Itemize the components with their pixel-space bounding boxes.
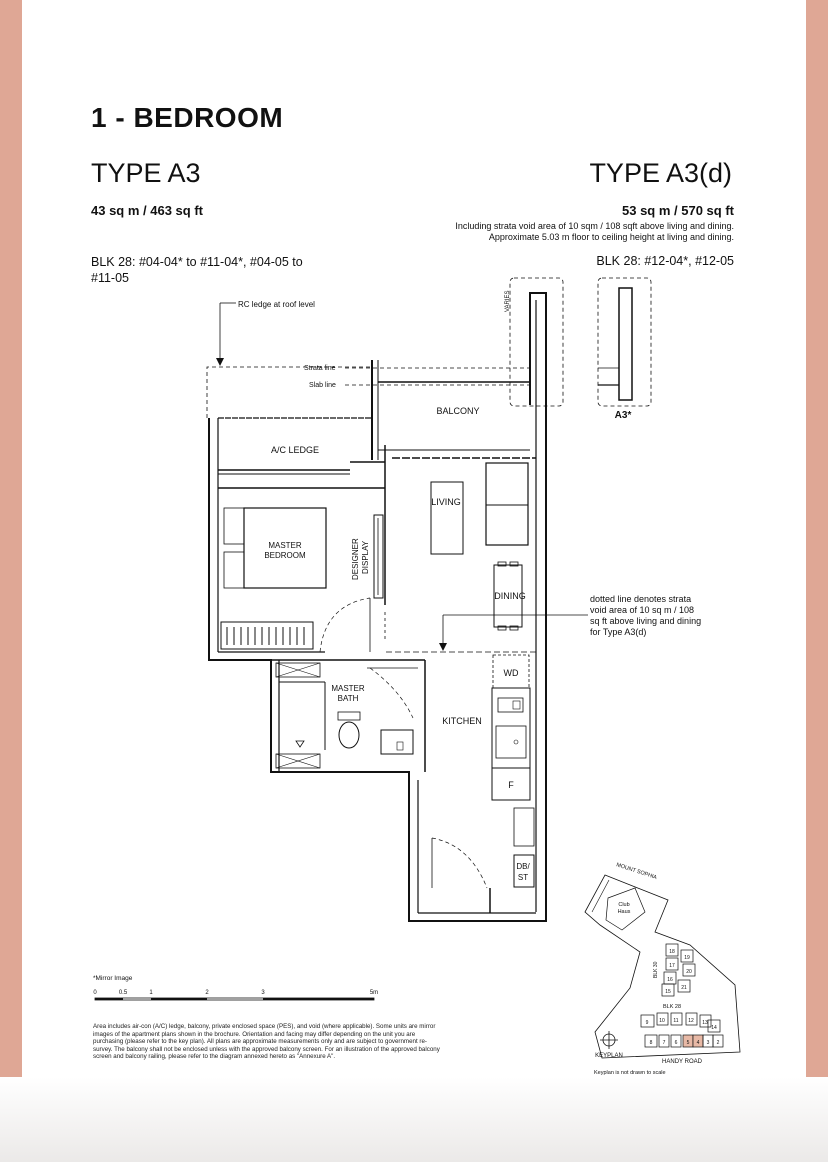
keyplan-unit-11: 11 bbox=[673, 1018, 679, 1024]
scale-bar bbox=[93, 990, 378, 1000]
fridge-label: F bbox=[508, 780, 514, 790]
ac-ledge bbox=[218, 445, 350, 474]
a3-inset-label: A3* bbox=[614, 410, 632, 421]
kitchen bbox=[432, 655, 534, 913]
type-a3-area: 43 sq m / 463 sq ft bbox=[91, 203, 203, 218]
keyplan-unit-15: 15 bbox=[665, 989, 671, 995]
master-bath bbox=[271, 660, 425, 772]
type-a3-blocks: BLK 28: #04-04* to #11-04*, #04-05 to #11-05 bbox=[91, 255, 303, 285]
balcony-label: BALCONY bbox=[436, 406, 480, 416]
scale-05: 0.5 bbox=[118, 990, 128, 996]
balcony-area bbox=[218, 360, 530, 460]
keyplan-unit-14: 14 bbox=[711, 1025, 717, 1031]
note-line-1: Including strata void area of 10 sqm / 108 sqft above living and dining. bbox=[455, 221, 734, 231]
callout-line-2: void area of 10 sq m / 108 bbox=[590, 605, 695, 615]
keyplan-unit-17: 17 bbox=[669, 963, 675, 969]
keyplan-unit-6: 6 bbox=[674, 1040, 678, 1046]
varies-dashed-box bbox=[505, 278, 563, 406]
a3-inset bbox=[598, 278, 651, 421]
keyplan-unit-4: 4 bbox=[696, 1040, 700, 1046]
keyplan-club-2: Haus bbox=[617, 909, 631, 915]
keyplan bbox=[585, 862, 740, 1076]
strata-callout bbox=[439, 594, 701, 651]
keyplan-unit-2: 2 bbox=[716, 1040, 720, 1046]
slab-line-label: Slab line bbox=[309, 382, 336, 389]
strata-line-label: Strata line bbox=[304, 365, 336, 372]
callout-line-1: dotted line denotes strata bbox=[590, 594, 692, 604]
keyplan-note: Keyplan is not drawn to scale bbox=[594, 1070, 666, 1076]
mirror-note: *Mirror Image bbox=[93, 975, 133, 982]
keyplan-blk30: BLK 30 bbox=[653, 961, 659, 978]
keyplan-club-1: Club bbox=[618, 902, 630, 908]
master-bath-label-1: MASTER bbox=[331, 684, 365, 693]
dbst-label-1: DB/ bbox=[516, 862, 530, 871]
keyplan-unit-8: 8 bbox=[649, 1040, 653, 1046]
keyplan-road-top: MOUNT SOPHIA bbox=[615, 862, 658, 882]
keyplan-unit-16: 16 bbox=[667, 977, 673, 983]
dining-label: DINING bbox=[494, 591, 526, 601]
keyplan-blk28: BLK 28 bbox=[662, 1004, 682, 1010]
keyplan-unit-9: 9 bbox=[645, 1020, 649, 1026]
keyplan-unit-19: 19 bbox=[684, 955, 690, 961]
scale-1: 1 bbox=[149, 990, 153, 996]
keyplan-unit-18: 18 bbox=[669, 949, 675, 955]
living-label: LIVING bbox=[431, 497, 461, 507]
kitchen-label: KITCHEN bbox=[442, 716, 482, 726]
scale-3: 3 bbox=[261, 990, 265, 996]
living-dining bbox=[386, 458, 536, 652]
keyplan-unit-12: 12 bbox=[688, 1018, 694, 1024]
page-heading: 1 - BEDROOM bbox=[91, 102, 284, 133]
wd-label: WD bbox=[503, 668, 519, 678]
master-bedroom-label-2: BEDROOM bbox=[264, 551, 306, 560]
keyplan-unit-13: 13 bbox=[702, 1020, 708, 1026]
master-bedroom-label-1: MASTER bbox=[268, 541, 302, 550]
designer-display-label-1: DESIGNER bbox=[351, 538, 360, 580]
varies-label: VARIES bbox=[505, 290, 511, 312]
keyplan-unit-3: 3 bbox=[706, 1040, 710, 1046]
scale-2: 2 bbox=[205, 990, 209, 996]
keyplan-unit-21: 21 bbox=[681, 985, 687, 991]
keyplan-unit-5: 5 bbox=[686, 1040, 690, 1046]
scale-5m: 5m bbox=[369, 990, 379, 996]
master-bath-label-2: BATH bbox=[337, 694, 359, 703]
keyplan-label: KEYPLAN bbox=[595, 1053, 623, 1059]
disclaimer-text: Area includes air-con (A/C) ledge, balcony, private enclosed space (PES), and void (where applicable). Some units are mirror images of the apartment plans shown in the brochure. Orientation and facing may differ depending on the unit you are purchasing (please refer to the key plan). All plans are approximate measurements only and are subject to government re-survey. The balcony shall not be enclosed unless with the approved balcony screen. For an illustration of the approved balcony screen and balcony railing, please refer to the diagram annexed hereto as "Annexure A". bbox=[93, 1023, 440, 1061]
keyplan-unit-10: 10 bbox=[659, 1018, 665, 1024]
ac-ledge-label: A/C LEDGE bbox=[270, 445, 320, 455]
type-a3d-area: 53 sq m / 570 sq ft bbox=[622, 203, 734, 218]
note-line-2: Approximate 5.03 m floor to ceiling height at living and dining. bbox=[488, 232, 734, 242]
rc-ledge-label: RC ledge at roof level bbox=[238, 300, 315, 309]
rc-ledge-callout bbox=[216, 300, 315, 366]
keyplan-road-bottom: HANDY ROAD bbox=[662, 1059, 702, 1065]
dbst-label-2: ST bbox=[517, 873, 529, 882]
designer-display-label-2: DISPLAY bbox=[361, 540, 370, 574]
type-a3-title: TYPE A3 bbox=[91, 158, 201, 188]
callout-line-4: for Type A3(d) bbox=[590, 627, 647, 637]
callout-line-3: sq ft above living and dining bbox=[590, 616, 702, 626]
type-a3d-title: TYPE A3(d) bbox=[589, 158, 732, 188]
keyplan-unit-7: 7 bbox=[662, 1040, 666, 1046]
scale-0: 0 bbox=[93, 990, 97, 996]
keyplan-unit-20: 20 bbox=[686, 969, 692, 975]
type-a3d-blocks: BLK 28: #12-04*, #12-05 bbox=[596, 254, 734, 268]
master-bedroom bbox=[218, 445, 385, 652]
